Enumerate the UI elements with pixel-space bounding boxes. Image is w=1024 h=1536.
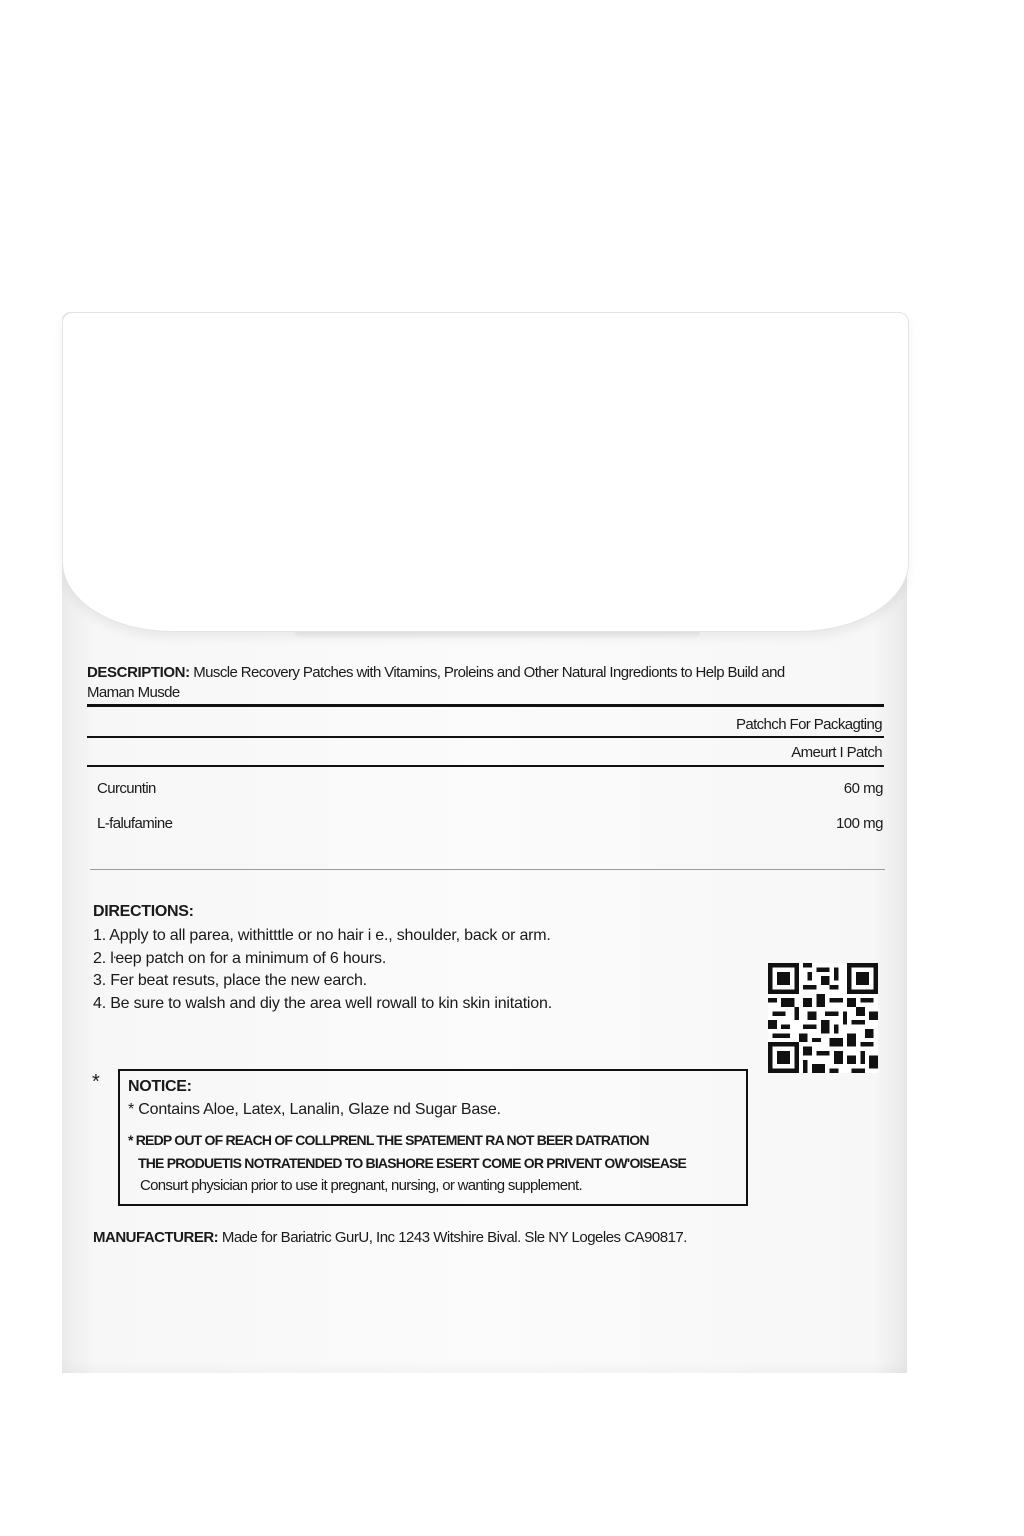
package-flap xyxy=(62,312,909,632)
divider xyxy=(87,736,884,738)
notice-box xyxy=(118,1069,748,1206)
direction-item: 1. Apply to all parea, withitttle or no hair i e., shoulder, back or arm. xyxy=(93,927,551,944)
divider xyxy=(87,704,884,707)
ingredient-amount: 60 mg xyxy=(843,780,883,797)
table-header-amount: Ameurt I Patch xyxy=(791,744,882,761)
description-label: DESCRIPTION: xyxy=(87,664,190,681)
divider xyxy=(87,765,884,767)
notice-line: * Contains Aloe, Latex, Lanalin, Glaze nd Sugar Base. xyxy=(128,1101,501,1118)
manufacturer-label: MANUFACTURER: xyxy=(93,1229,219,1246)
directions-title: DIRECTIONS: xyxy=(93,903,194,920)
direction-item: 4. Be sure to walsh and diy the area well rowall to kin skin initation. xyxy=(93,994,552,1012)
directions-list xyxy=(93,925,552,1015)
ingredient-name: L-falufamine xyxy=(97,815,173,832)
notice-line: Consurt physician prior to use it pregnant, nursing, or wanting supplement. xyxy=(140,1177,582,1194)
description-text: Muscle Recovery Patches with Vitamins, Proleins and Other Natural Ingredionts to Help Build and xyxy=(189,664,785,681)
qr-code-icon xyxy=(766,963,880,1073)
ingredient-amount: 100 mg xyxy=(835,815,883,832)
notice-star: * xyxy=(92,1071,100,1093)
divider xyxy=(90,869,885,870)
table-header-serving: Patchch For Packagting xyxy=(735,716,882,733)
description-text-line2: Maman Musde xyxy=(87,684,180,701)
notice-line: * REDP OUT OF REACH OF COLLPRENL THE SPATEMENT RA NOT BEER DATRATION xyxy=(128,1132,649,1148)
notice-line: THE PRODUETIS NOTRATENDED TO BIASHORE ESERT COME OR PRIVENT OW'OISEASE xyxy=(138,1155,687,1171)
description xyxy=(87,663,887,703)
manufacturer-text: Made for Bariatric GurU, Inc 1243 Witshire Bival. Sle NY Logeles CA90817. xyxy=(218,1229,687,1246)
notice-title: NOTICE: xyxy=(128,1078,192,1095)
direction-item: 2. ŀeep patch on for a minimum of 6 hours. xyxy=(93,949,387,967)
direction-item: 3. Fer beat resuts, place the new earch. xyxy=(93,972,367,989)
ingredient-name: Curcuntin xyxy=(97,780,156,797)
manufacturer xyxy=(93,1229,687,1246)
